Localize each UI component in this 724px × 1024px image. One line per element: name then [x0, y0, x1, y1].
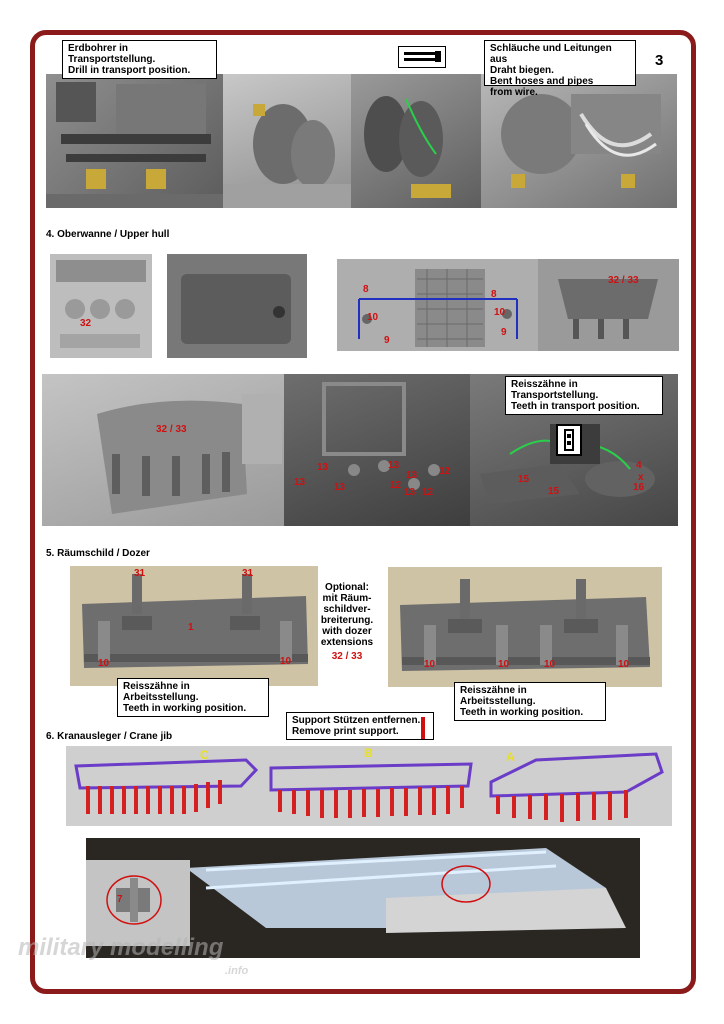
part-label-10-dozer-b: 10 — [280, 656, 292, 667]
detail-photo-1 — [223, 74, 351, 208]
hull-pins-photo — [284, 374, 470, 526]
part-label-x: x — [638, 472, 644, 483]
working-callout-left: Reisszähne in Arbeitsstellung. Teeth in working position. — [117, 678, 269, 717]
part-label-15-a: 15 — [518, 474, 530, 485]
part-label-31-b: 31 — [242, 568, 254, 579]
part-label-10-r-c: 10 — [544, 659, 556, 670]
part-label-8-right: 8 — [491, 289, 497, 300]
crane-jib-render — [66, 746, 672, 826]
dozer-photo-left — [70, 566, 318, 686]
jib-section-c: C — [200, 748, 209, 762]
hoses-callout: Schläuche und Leitungen aus Draht biegen. Bent hoses and pipes from wire. — [484, 40, 636, 86]
print-support-marker — [421, 717, 425, 739]
working-callout-right: Reisszähne in Arbeitsstellung. Teeth in working position. — [454, 682, 606, 721]
hull-grille-photo — [337, 259, 538, 351]
part-label-13-a: 13 — [294, 477, 306, 488]
jib-section-a: A — [506, 750, 515, 764]
print-part-icon — [556, 424, 582, 456]
crane-title: 6. Kranausleger / Crane jib — [46, 731, 173, 742]
part-label-32-33-large: 32 / 33 — [156, 424, 187, 435]
hull-bracket-photo — [538, 259, 679, 351]
hull-parts-photo — [50, 254, 152, 358]
teeth-transport-callout: Reisszähne in Transportstellung. Teeth in transport position. — [505, 376, 663, 415]
optional-parts-label: 32 / 33 — [331, 651, 363, 662]
part-label-1: 1 — [188, 622, 194, 633]
part-label-12-c: 12 — [422, 487, 434, 498]
wire-icon — [398, 46, 446, 68]
print-support-callout: Support Stützen entfernen. Remove print support. — [286, 712, 434, 740]
dozer-title: 5. Räumschild / Dozer — [46, 548, 150, 559]
detail-photo-2 — [351, 74, 481, 208]
part-label-10-r-d: 10 — [618, 659, 630, 670]
part-label-10-left: 10 — [367, 312, 379, 323]
drill-photo — [46, 74, 223, 208]
part-label-9-left: 9 — [384, 335, 390, 346]
jib-section-b: B — [364, 746, 373, 760]
part-label-13-f: 13 — [404, 487, 416, 498]
watermark-suffix: .info — [225, 965, 249, 977]
part-label-32: 32 — [80, 318, 92, 329]
part-label-10-dozer-a: 10 — [98, 658, 110, 669]
part-label-13-c: 13 — [334, 482, 346, 493]
part-label-13-b: 13 — [317, 462, 329, 473]
part-label-12-b: 12 — [439, 466, 451, 477]
drill-callout: Erdbohrer in Transportstellung. Drill in transport position. — [62, 40, 217, 79]
upper-hull-title: 4. Oberwanne / Upper hull — [46, 229, 170, 240]
part-label-4: 4 — [636, 460, 642, 471]
part-label-15-b: 15 — [548, 486, 560, 497]
hull-hatch-photo — [167, 254, 307, 358]
part-label-10-r-a: 10 — [424, 659, 436, 670]
watermark: military modelling — [18, 934, 224, 961]
hull-large-bracket-photo — [42, 374, 284, 526]
part-label-12-a: 12 — [390, 480, 402, 491]
dozer-optional-note: Optional: mit Räum- schildver- breiterung. with dozer extensions 32 / 33 — [318, 582, 376, 662]
part-label-13-d: 13 — [388, 460, 400, 471]
part-label-8-left: 8 — [363, 284, 369, 295]
part-label-32-33-small: 32 / 33 — [608, 275, 639, 286]
part-label-10-r-b: 10 — [498, 659, 510, 670]
part-label-9-right: 9 — [501, 327, 507, 338]
part-label-31-a: 31 — [134, 568, 146, 579]
part-label-10-right: 10 — [494, 307, 506, 318]
part-label-7: 7 — [117, 894, 123, 905]
part-label-13-e: 13 — [406, 470, 418, 481]
part-label-16: 16 — [633, 482, 645, 493]
dozer-photo-right — [388, 567, 662, 687]
page-number: 3 — [655, 52, 664, 69]
